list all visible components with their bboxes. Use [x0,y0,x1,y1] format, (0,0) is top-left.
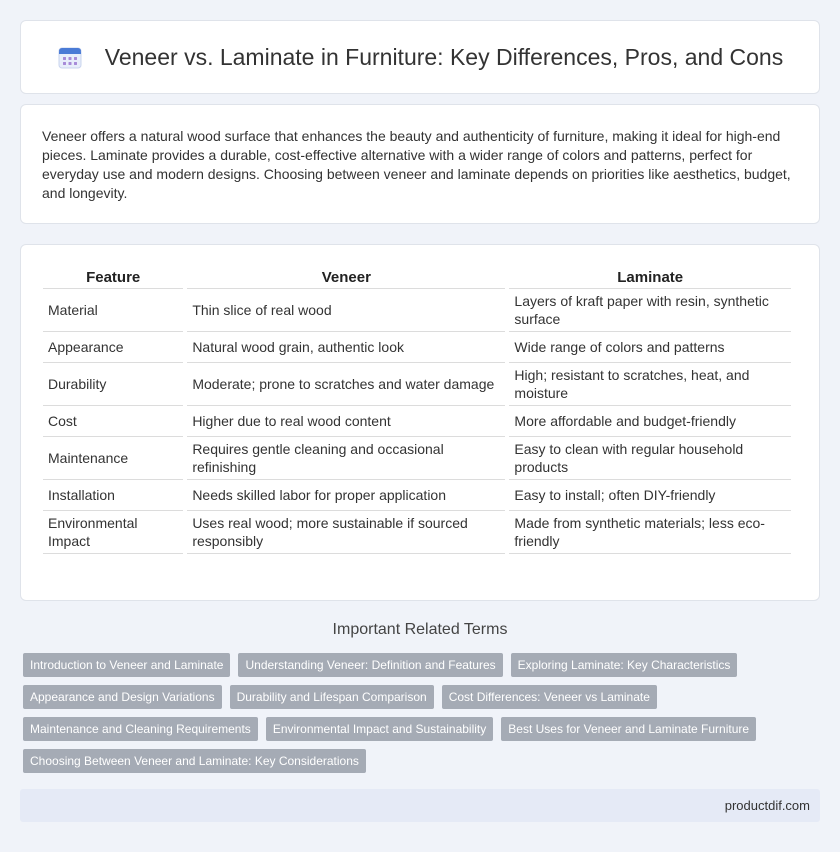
comparison-card [20,244,820,601]
cell-laminate: Wide range of colors and patterns [509,332,791,363]
table-row [43,332,791,363]
comparison-table [39,261,795,554]
related-term-tag[interactable]: Introduction to Veneer and Laminate [23,653,230,677]
cell-veneer: Higher due to real wood content [187,406,505,437]
cell-veneer: Moderate; prone to scratches and water damage [187,363,505,406]
header-veneer: Veneer [187,261,505,289]
cell-veneer: Thin slice of real wood [187,289,505,332]
table-row [43,289,791,332]
table-header-row [43,261,791,289]
calendar-icon [57,44,83,70]
cell-feature: Environmental Impact [43,511,183,554]
related-terms-list [23,653,823,781]
cell-feature: Maintenance [43,437,183,480]
page-title: Veneer vs. Laminate in Furniture: Key Differences, Pros, and Cons [104,43,784,70]
cell-veneer: Needs skilled labor for proper application [187,480,505,511]
cell-feature: Installation [43,480,183,511]
cell-feature: Durability [43,363,183,406]
table-row [43,406,791,437]
cell-laminate: Easy to clean with regular household products [509,437,791,480]
cell-feature: Material [43,289,183,332]
related-term-tag[interactable]: Maintenance and Cleaning Requirements [23,717,258,741]
cell-laminate: Layers of kraft paper with resin, synthetic surface [509,289,791,332]
related-term-tag[interactable]: Best Uses for Veneer and Laminate Furniture [501,717,756,741]
related-term-tag[interactable]: Choosing Between Veneer and Laminate: Key Considerations [23,749,366,773]
cell-laminate: High; resistant to scratches, heat, and moisture [509,363,791,406]
intro-text: Veneer offers a natural wood surface that enhances the beauty and authenticity of furniture, making it ideal for high-end pieces. Laminate provides a durable, cost-effective alternative with a wider range of colors and patterns, perfect for everyday use and modern designs. Choosing between veneer and laminate depends on priorities like aesthetics, budget, and longevity. [42,128,791,201]
related-term-tag[interactable]: Appearance and Design Variations [23,685,222,709]
related-term-tag[interactable]: Exploring Laminate: Key Characteristics [511,653,738,677]
page-footer [20,789,820,822]
cell-veneer: Requires gentle cleaning and occasional refinishing [187,437,505,480]
table-row [43,363,791,406]
cell-feature: Cost [43,406,183,437]
related-term-tag[interactable]: Cost Differences: Veneer vs Laminate [442,685,657,709]
header-laminate: Laminate [509,261,791,289]
cell-laminate: More affordable and budget-friendly [509,406,791,437]
cell-laminate: Easy to install; often DIY-friendly [509,480,791,511]
table-row [43,511,791,554]
table-row [43,480,791,511]
related-term-tag[interactable]: Durability and Lifespan Comparison [230,685,434,709]
title-wrap [57,44,783,71]
cell-veneer: Natural wood grain, authentic look [187,332,505,363]
related-term-tag[interactable]: Environmental Impact and Sustainability [266,717,493,741]
cell-laminate: Made from synthetic materials; less eco-friendly [509,511,791,554]
header-feature: Feature [43,261,183,289]
footer-site-link[interactable]: productdif.com [724,798,810,813]
cell-veneer: Uses real wood; more sustainable if sourced responsibly [187,511,505,554]
intro-card [20,104,820,224]
page-header [20,20,820,94]
related-terms-title: Important Related Terms [332,621,508,638]
cell-feature: Appearance [43,332,183,363]
table-row [43,437,791,480]
related-term-tag[interactable]: Understanding Veneer: Definition and Features [238,653,502,677]
